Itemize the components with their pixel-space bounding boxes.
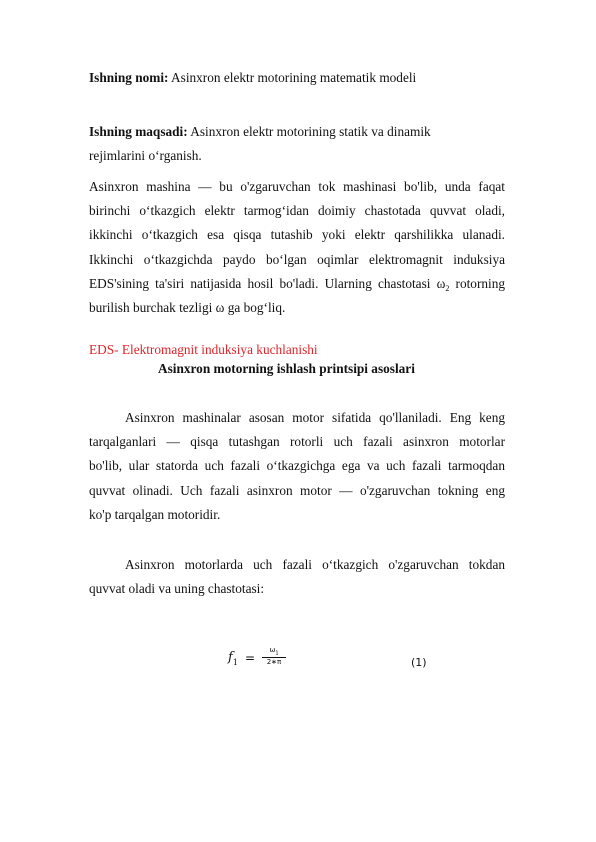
work-title-text: Asinxron elektr motorining matematik modeli [168,70,417,85]
work-purpose-label: Ishning maqsadi: [89,124,188,139]
section-heading: Asinxron motorning ishlash printsipi asoslari [158,361,415,376]
paragraph-line: Asinxron mashinalar asosan motor sifatida qo'llaniladi. Eng keng [125,410,505,425]
paragraph-text: EDS'sining ta'siri natijasida hosil bo'ladi. Ularning chastotasi ω [89,275,446,291]
paragraph-line: birinchi o‘tkazgich elektr tarmog‘idan doimiy chastotada quvvat oladi, [89,203,505,219]
work-title-label: Ishning nomi: [89,70,169,85]
equation-number: (1) [411,656,427,669]
paragraph-line: quvvat oladi va uning chastotasi: [89,581,265,597]
formula-numerator-symbol: ω [269,646,276,654]
work-title-line [89,70,416,86]
paragraph-asynchronous-machine [89,175,505,320]
paragraph-line: Asinxron motorlarda uch fazali o‘tkazgich o'zgaruvchan tokdan [125,557,505,572]
work-purpose-line-2: rejimlarini o‘rganish. [89,148,202,163]
formula-numerator [260,646,288,657]
formula-fraction [260,646,288,667]
formula-equals-sign: = [245,651,256,665]
paragraph-motor-usage [89,406,505,527]
paragraph-line: bo'lib, ular statorda uch fazali o‘tkazgichga ega va uch fazali tarmoqdan [89,458,505,474]
paragraph-line: Ikkinchi o‘tkazgichda paydo bo‘lgan oqimlar elektromagnit induksiya [89,251,505,267]
paragraph-text: rotorning [449,275,506,291]
paragraph-line: ko'p tarqalgan motoridir. [89,506,221,522]
paragraph-frequency-intro [89,553,505,601]
work-purpose-line-1 [89,124,431,140]
paragraph-line-with-omega [89,272,505,296]
eds-definition-note: EDS- Elektromagnit induksiya kuchlanishi [89,342,318,357]
paragraph-line: Asinxron mashina — bu o'zgaruvchan tok mashinasi bo'lib, unda faqat [89,179,505,194]
work-purpose-text: Asinxron elektr motorining statik va dinamik [187,124,431,139]
paragraph-line: quvvat olinadi. Uch fazali asinxron motor — o'zgaruvchan tokning eng [89,482,505,498]
formula-numerator-subscript: 1 [275,650,279,657]
paragraph-line: tarqalganlari — qisqa tutashgan rotorli uch fazali asinxron motorlar [89,434,505,450]
formula-lhs-subscript: 1 [232,658,238,667]
formula-lhs [228,650,238,667]
omega-subscript: 2 [445,283,450,293]
formula-lhs-symbol: f [228,650,233,665]
paragraph-line: burilish burchak tezligi ω ga bog‘liq. [89,299,286,315]
formula-denominator: 2∗π [266,658,282,667]
paragraph-line: ikkinchi o‘tkazgich esa qisqa tutashib yoki elektr qarshilikka ulanadi. [89,227,505,243]
